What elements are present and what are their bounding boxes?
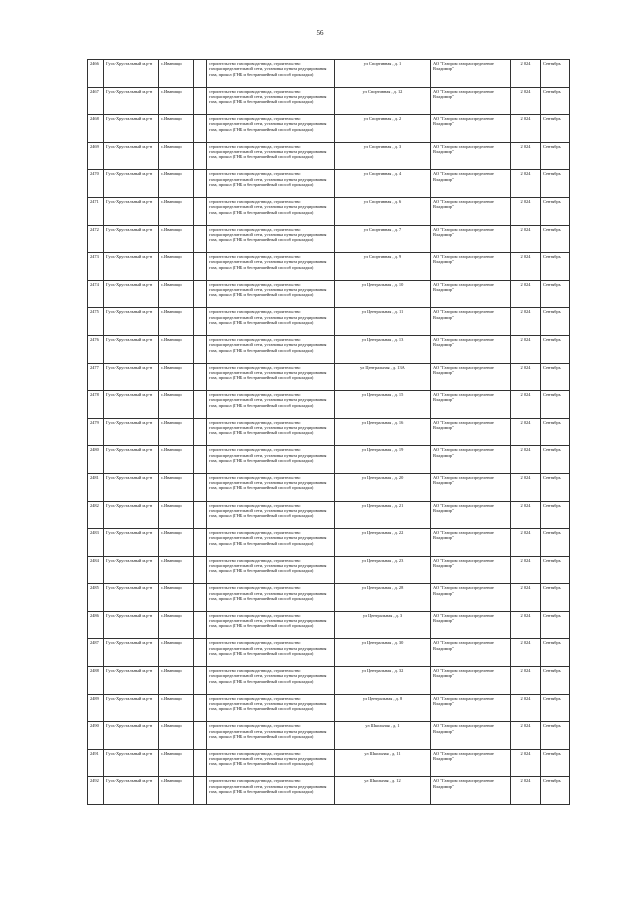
work-description-cell: строительство газопровода-ввода, строительство газораспределительной сети, установка пункта редуцирования газа, прокол (ГНБ и бестраншейный способ прокладки) (207, 501, 335, 529)
settlement-cell: с.Иванищи (159, 749, 194, 777)
month-cell: Сентябрь (541, 418, 570, 446)
row-number-cell: 2487 (88, 639, 104, 667)
organization-cell: АО "Газпром газораспределение Владимир" (431, 694, 511, 722)
organization-cell: АО "Газпром газораспределение Владимир" (431, 142, 511, 170)
row-number-cell: 2473 (88, 253, 104, 281)
gasification-schedule-table (87, 59, 570, 805)
page-number: 56 (316, 29, 324, 37)
year-cell: 2 024 (511, 87, 541, 115)
district-cell: Гусь-Хрустальный м.р-н (104, 391, 159, 419)
work-description-cell: строительство газопровода-ввода, строительство газораспределительной сети, установка пункта редуцирования газа, прокол (ГНБ и бестраншейный способ прокладки) (207, 694, 335, 722)
organization-cell: АО "Газпром газораспределение Владимир" (431, 335, 511, 363)
work-description-cell: строительство газопровода-ввода, строительство газораспределительной сети, установка пункта редуцирования газа, прокол (ГНБ и бестраншейный способ прокладки) (207, 473, 335, 501)
district-cell: Гусь-Хрустальный м.р-н (104, 308, 159, 336)
spacer-cell (194, 253, 207, 281)
month-cell: Сентябрь (541, 749, 570, 777)
address-cell: ул Школьная , д. 11 (335, 749, 431, 777)
year-cell: 2 024 (511, 667, 541, 695)
year-cell: 2 024 (511, 418, 541, 446)
spacer-cell (194, 501, 207, 529)
row-number-cell: 2482 (88, 501, 104, 529)
settlement-cell: с.Иванищи (159, 391, 194, 419)
year-cell: 2 024 (511, 225, 541, 253)
spacer-cell (194, 639, 207, 667)
row-number-cell: 2488 (88, 667, 104, 695)
table-row (88, 363, 570, 391)
settlement-cell: с.Иванищи (159, 335, 194, 363)
work-description-cell: строительство газопровода-ввода, строительство газораспределительной сети, установка пункта редуцирования газа, прокол (ГНБ и бестраншейный способ прокладки) (207, 363, 335, 391)
year-cell: 2 024 (511, 446, 541, 474)
district-cell: Гусь-Хрустальный м.р-н (104, 225, 159, 253)
settlement-cell: с.Иванищи (159, 308, 194, 336)
work-description-cell: строительство газопровода-ввода, строительство газораспределительной сети, установка пункта редуцирования газа, прокол (ГНБ и бестраншейный способ прокладки) (207, 60, 335, 88)
year-cell: 2 024 (511, 197, 541, 225)
year-cell: 2 024 (511, 501, 541, 529)
month-cell: Сентябрь (541, 556, 570, 584)
row-number-cell: 2486 (88, 611, 104, 639)
settlement-cell: с.Иванищи (159, 473, 194, 501)
spacer-cell (194, 391, 207, 419)
work-description-cell: строительство газопровода-ввода, строительство газораспределительной сети, установка пункта редуцирования газа, прокол (ГНБ и бестраншейный способ прокладки) (207, 280, 335, 308)
month-cell: Сентябрь (541, 667, 570, 695)
address-cell: ул Спортивная , д. 3 (335, 142, 431, 170)
spacer-cell (194, 694, 207, 722)
spacer-cell (194, 197, 207, 225)
address-cell: ул Центральная , д. 20 (335, 473, 431, 501)
spacer-cell (194, 335, 207, 363)
month-cell: Сентябрь (541, 170, 570, 198)
table-row (88, 446, 570, 474)
district-cell: Гусь-Хрустальный м.р-н (104, 611, 159, 639)
work-description-cell: строительство газопровода-ввода, строительство газораспределительной сети, установка пункта редуцирования газа, прокол (ГНБ и бестраншейный способ прокладки) (207, 418, 335, 446)
month-cell: Сентябрь (541, 777, 570, 805)
organization-cell: АО "Газпром газораспределение Владимир" (431, 363, 511, 391)
address-cell: ул Спортивная , д. 1 (335, 60, 431, 88)
settlement-cell: с.Иванищи (159, 142, 194, 170)
table-row (88, 529, 570, 557)
settlement-cell: с.Иванищи (159, 197, 194, 225)
work-description-cell: строительство газопровода-ввода, строительство газораспределительной сети, установка пункта редуцирования газа, прокол (ГНБ и бестраншейный способ прокладки) (207, 225, 335, 253)
organization-cell: АО "Газпром газораспределение Владимир" (431, 556, 511, 584)
settlement-cell: с.Иванищи (159, 418, 194, 446)
table-row (88, 115, 570, 143)
address-cell: ул Центральная , д. 23 (335, 556, 431, 584)
month-cell: Сентябрь (541, 639, 570, 667)
year-cell: 2 024 (511, 170, 541, 198)
district-cell: Гусь-Хрустальный м.р-н (104, 722, 159, 750)
month-cell: Сентябрь (541, 60, 570, 88)
work-description-cell: строительство газопровода-ввода, строительство газораспределительной сети, установка пункта редуцирования газа, прокол (ГНБ и бестраншейный способ прокладки) (207, 667, 335, 695)
organization-cell: АО "Газпром газораспределение Владимир" (431, 87, 511, 115)
work-description-cell: строительство газопровода-ввода, строительство газораспределительной сети, установка пункта редуцирования газа, прокол (ГНБ и бестраншейный способ прокладки) (207, 777, 335, 805)
table-row (88, 335, 570, 363)
row-number-cell: 2481 (88, 473, 104, 501)
organization-cell: АО "Газпром газораспределение Владимир" (431, 749, 511, 777)
table-row (88, 777, 570, 805)
district-cell: Гусь-Хрустальный м.р-н (104, 363, 159, 391)
table-row (88, 611, 570, 639)
settlement-cell: с.Иванищи (159, 777, 194, 805)
year-cell: 2 024 (511, 777, 541, 805)
district-cell: Гусь-Хрустальный м.р-н (104, 418, 159, 446)
table-row (88, 722, 570, 750)
table-row (88, 60, 570, 88)
spacer-cell (194, 363, 207, 391)
month-cell: Сентябрь (541, 694, 570, 722)
district-cell: Гусь-Хрустальный м.р-н (104, 280, 159, 308)
year-cell: 2 024 (511, 363, 541, 391)
organization-cell: АО "Газпром газораспределение Владимир" (431, 667, 511, 695)
row-number-cell: 2475 (88, 308, 104, 336)
district-cell: Гусь-Хрустальный м.р-н (104, 60, 159, 88)
settlement-cell: с.Иванищи (159, 253, 194, 281)
month-cell: Сентябрь (541, 363, 570, 391)
district-cell: Гусь-Хрустальный м.р-н (104, 501, 159, 529)
month-cell: Сентябрь (541, 142, 570, 170)
address-cell: ул Спортивная , д. 9 (335, 253, 431, 281)
table-body (88, 60, 570, 805)
address-cell: ул Центральная , д. 15 (335, 391, 431, 419)
year-cell: 2 024 (511, 473, 541, 501)
row-number-cell: 2485 (88, 584, 104, 612)
organization-cell: АО "Газпром газораспределение Владимир" (431, 280, 511, 308)
district-cell: Гусь-Хрустальный м.р-н (104, 446, 159, 474)
row-number-cell: 2484 (88, 556, 104, 584)
row-number-cell: 2477 (88, 363, 104, 391)
row-number-cell: 2491 (88, 749, 104, 777)
spacer-cell (194, 667, 207, 695)
table-row (88, 391, 570, 419)
work-description-cell: строительство газопровода-ввода, строительство газораспределительной сети, установка пункта редуцирования газа, прокол (ГНБ и бестраншейный способ прокладки) (207, 722, 335, 750)
address-cell: ул Центральная , д. 19 (335, 446, 431, 474)
settlement-cell: с.Иванищи (159, 60, 194, 88)
table-row (88, 473, 570, 501)
work-description-cell: строительство газопровода-ввода, строительство газораспределительной сети, установка пункта редуцирования газа, прокол (ГНБ и бестраншейный способ прокладки) (207, 308, 335, 336)
year-cell: 2 024 (511, 60, 541, 88)
address-cell: ул Центральная , д. 32 (335, 667, 431, 695)
spacer-cell (194, 60, 207, 88)
month-cell: Сентябрь (541, 197, 570, 225)
settlement-cell: с.Иванищи (159, 529, 194, 557)
settlement-cell: с.Иванищи (159, 639, 194, 667)
spacer-cell (194, 473, 207, 501)
organization-cell: АО "Газпром газораспределение Владимир" (431, 60, 511, 88)
settlement-cell: с.Иванищи (159, 667, 194, 695)
spacer-cell (194, 418, 207, 446)
row-number-cell: 2479 (88, 418, 104, 446)
month-cell: Сентябрь (541, 225, 570, 253)
month-cell: Сентябрь (541, 473, 570, 501)
settlement-cell: с.Иванищи (159, 611, 194, 639)
spacer-cell (194, 446, 207, 474)
settlement-cell: с.Иванищи (159, 170, 194, 198)
district-cell: Гусь-Хрустальный м.р-н (104, 253, 159, 281)
row-number-cell: 2470 (88, 170, 104, 198)
month-cell: Сентябрь (541, 611, 570, 639)
address-cell: ул Центральная , д. 22 (335, 529, 431, 557)
table-row (88, 694, 570, 722)
month-cell: Сентябрь (541, 446, 570, 474)
spacer-cell (194, 749, 207, 777)
address-cell: ул Спортивная , д. 12 (335, 87, 431, 115)
district-cell: Гусь-Хрустальный м.р-н (104, 584, 159, 612)
district-cell: Гусь-Хрустальный м.р-н (104, 749, 159, 777)
year-cell: 2 024 (511, 529, 541, 557)
settlement-cell: с.Иванищи (159, 225, 194, 253)
table-row (88, 501, 570, 529)
settlement-cell: с.Иванищи (159, 280, 194, 308)
year-cell: 2 024 (511, 115, 541, 143)
spacer-cell (194, 722, 207, 750)
table-row (88, 142, 570, 170)
row-number-cell: 2468 (88, 115, 104, 143)
spacer-cell (194, 115, 207, 143)
work-description-cell: строительство газопровода-ввода, строительство газораспределительной сети, установка пункта редуцирования газа, прокол (ГНБ и бестраншейный способ прокладки) (207, 529, 335, 557)
address-cell: ул Центральная , д. 30 (335, 639, 431, 667)
district-cell: Гусь-Хрустальный м.р-н (104, 777, 159, 805)
row-number-cell: 2478 (88, 391, 104, 419)
spacer-cell (194, 225, 207, 253)
organization-cell: АО "Газпром газораспределение Владимир" (431, 170, 511, 198)
settlement-cell: с.Иванищи (159, 584, 194, 612)
organization-cell: АО "Газпром газораспределение Владимир" (431, 529, 511, 557)
address-cell: ул Центральная , д. 13А (335, 363, 431, 391)
month-cell: Сентябрь (541, 115, 570, 143)
address-cell: ул Спортивная , д. 2 (335, 115, 431, 143)
row-number-cell: 2489 (88, 694, 104, 722)
work-description-cell: строительство газопровода-ввода, строительство газораспределительной сети, установка пункта редуцирования газа, прокол (ГНБ и бестраншейный способ прокладки) (207, 556, 335, 584)
year-cell: 2 024 (511, 556, 541, 584)
work-description-cell: строительство газопровода-ввода, строительство газораспределительной сети, установка пункта редуцирования газа, прокол (ГНБ и бестраншейный способ прокладки) (207, 446, 335, 474)
table-row (88, 197, 570, 225)
settlement-cell: с.Иванищи (159, 722, 194, 750)
year-cell: 2 024 (511, 584, 541, 612)
spacer-cell (194, 556, 207, 584)
table-row (88, 308, 570, 336)
spacer-cell (194, 584, 207, 612)
district-cell: Гусь-Хрустальный м.р-н (104, 694, 159, 722)
year-cell: 2 024 (511, 611, 541, 639)
district-cell: Гусь-Хрустальный м.р-н (104, 556, 159, 584)
year-cell: 2 024 (511, 253, 541, 281)
address-cell: ул Центральная , д. 28 (335, 584, 431, 612)
organization-cell: АО "Газпром газораспределение Владимир" (431, 584, 511, 612)
address-cell: ул Центральная , д. 3 (335, 611, 431, 639)
address-cell: ул Спортивная , д. 7 (335, 225, 431, 253)
table-row (88, 170, 570, 198)
organization-cell: АО "Газпром газораспределение Владимир" (431, 777, 511, 805)
work-description-cell: строительство газопровода-ввода, строительство газораспределительной сети, установка пункта редуцирования газа, прокол (ГНБ и бестраншейный способ прокладки) (207, 639, 335, 667)
address-cell: ул Центральная , д. 16 (335, 418, 431, 446)
row-number-cell: 2490 (88, 722, 104, 750)
row-number-cell: 2483 (88, 529, 104, 557)
table-row (88, 253, 570, 281)
organization-cell: АО "Газпром газораспределение Владимир" (431, 391, 511, 419)
work-description-cell: строительство газопровода-ввода, строительство газораспределительной сети, установка пункта редуцирования газа, прокол (ГНБ и бестраншейный способ прокладки) (207, 197, 335, 225)
table-row (88, 749, 570, 777)
work-description-cell: строительство газопровода-ввода, строительство газораспределительной сети, установка пункта редуцирования газа, прокол (ГНБ и бестраншейный способ прокладки) (207, 391, 335, 419)
organization-cell: АО "Газпром газораспределение Владимир" (431, 473, 511, 501)
settlement-cell: с.Иванищи (159, 115, 194, 143)
table-row (88, 87, 570, 115)
table-row (88, 280, 570, 308)
organization-cell: АО "Газпром газораспределение Владимир" (431, 446, 511, 474)
spacer-cell (194, 142, 207, 170)
work-description-cell: строительство газопровода-ввода, строительство газораспределительной сети, установка пункта редуцирования газа, прокол (ГНБ и бестраншейный способ прокладки) (207, 87, 335, 115)
work-description-cell: строительство газопровода-ввода, строительство газораспределительной сети, установка пункта редуцирования газа, прокол (ГНБ и бестраншейный способ прокладки) (207, 142, 335, 170)
row-number-cell: 2467 (88, 87, 104, 115)
month-cell: Сентябрь (541, 308, 570, 336)
row-number-cell: 2469 (88, 142, 104, 170)
month-cell: Сентябрь (541, 87, 570, 115)
work-description-cell: строительство газопровода-ввода, строительство газораспределительной сети, установка пункта редуцирования газа, прокол (ГНБ и бестраншейный способ прокладки) (207, 115, 335, 143)
spacer-cell (194, 777, 207, 805)
row-number-cell: 2474 (88, 280, 104, 308)
district-cell: Гусь-Хрустальный м.р-н (104, 529, 159, 557)
organization-cell: АО "Газпром газораспределение Владимир" (431, 253, 511, 281)
work-description-cell: строительство газопровода-ввода, строительство газораспределительной сети, установка пункта редуцирования газа, прокол (ГНБ и бестраншейный способ прокладки) (207, 170, 335, 198)
spacer-cell (194, 87, 207, 115)
year-cell: 2 024 (511, 335, 541, 363)
district-cell: Гусь-Хрустальный м.р-н (104, 197, 159, 225)
table-row (88, 667, 570, 695)
year-cell: 2 024 (511, 391, 541, 419)
work-description-cell: строительство газопровода-ввода, строительство газораспределительной сети, установка пункта редуцирования газа, прокол (ГНБ и бестраншейный способ прокладки) (207, 584, 335, 612)
organization-cell: АО "Газпром газораспределение Владимир" (431, 611, 511, 639)
table-row (88, 418, 570, 446)
organization-cell: АО "Газпром газораспределение Владимир" (431, 639, 511, 667)
spacer-cell (194, 280, 207, 308)
spacer-cell (194, 308, 207, 336)
month-cell: Сентябрь (541, 722, 570, 750)
row-number-cell: 2471 (88, 197, 104, 225)
work-description-cell: строительство газопровода-ввода, строительство газораспределительной сети, установка пункта редуцирования газа, прокол (ГНБ и бестраншейный способ прокладки) (207, 335, 335, 363)
settlement-cell: с.Иванищи (159, 363, 194, 391)
organization-cell: АО "Газпром газораспределение Владимир" (431, 197, 511, 225)
settlement-cell: с.Иванищи (159, 87, 194, 115)
work-description-cell: строительство газопровода-ввода, строительство газораспределительной сети, установка пункта редуцирования газа, прокол (ГНБ и бестраншейный способ прокладки) (207, 253, 335, 281)
year-cell: 2 024 (511, 142, 541, 170)
work-description-cell: строительство газопровода-ввода, строительство газораспределительной сети, установка пункта редуцирования газа, прокол (ГНБ и бестраншейный способ прокладки) (207, 749, 335, 777)
table-row (88, 556, 570, 584)
organization-cell: АО "Газпром газораспределение Владимир" (431, 308, 511, 336)
organization-cell: АО "Газпром газораспределение Владимир" (431, 722, 511, 750)
row-number-cell: 2476 (88, 335, 104, 363)
row-number-cell: 2492 (88, 777, 104, 805)
row-number-cell: 2466 (88, 60, 104, 88)
address-cell: ул Школьная , д. 12 (335, 777, 431, 805)
year-cell: 2 024 (511, 639, 541, 667)
work-description-cell: строительство газопровода-ввода, строительство газораспределительной сети, установка пункта редуцирования газа, прокол (ГНБ и бестраншейный способ прокладки) (207, 611, 335, 639)
settlement-cell: с.Иванищи (159, 501, 194, 529)
organization-cell: АО "Газпром газораспределение Владимир" (431, 418, 511, 446)
address-cell: ул Спортивная , д. 6 (335, 197, 431, 225)
address-cell: ул Спортивная , д. 4 (335, 170, 431, 198)
organization-cell: АО "Газпром газораспределение Владимир" (431, 501, 511, 529)
settlement-cell: с.Иванищи (159, 446, 194, 474)
district-cell: Гусь-Хрустальный м.р-н (104, 115, 159, 143)
table-row (88, 584, 570, 612)
address-cell: ул Школьная , д. 1 (335, 722, 431, 750)
address-cell: ул Центральная , д. 13 (335, 335, 431, 363)
spacer-cell (194, 170, 207, 198)
year-cell: 2 024 (511, 280, 541, 308)
district-cell: Гусь-Хрустальный м.р-н (104, 639, 159, 667)
year-cell: 2 024 (511, 694, 541, 722)
year-cell: 2 024 (511, 722, 541, 750)
month-cell: Сентябрь (541, 501, 570, 529)
month-cell: Сентябрь (541, 253, 570, 281)
district-cell: Гусь-Хрустальный м.р-н (104, 170, 159, 198)
spacer-cell (194, 529, 207, 557)
settlement-cell: с.Иванищи (159, 694, 194, 722)
spacer-cell (194, 611, 207, 639)
row-number-cell: 2480 (88, 446, 104, 474)
address-cell: ул Центральная , д. 11 (335, 308, 431, 336)
table-row (88, 639, 570, 667)
year-cell: 2 024 (511, 749, 541, 777)
district-cell: Гусь-Хрустальный м.р-н (104, 87, 159, 115)
district-cell: Гусь-Хрустальный м.р-н (104, 142, 159, 170)
organization-cell: АО "Газпром газораспределение Владимир" (431, 115, 511, 143)
row-number-cell: 2472 (88, 225, 104, 253)
month-cell: Сентябрь (541, 391, 570, 419)
month-cell: Сентябрь (541, 280, 570, 308)
district-cell: Гусь-Хрустальный м.р-н (104, 335, 159, 363)
address-cell: ул Центральная , д. 10 (335, 280, 431, 308)
settlement-cell: с.Иванищи (159, 556, 194, 584)
month-cell: Сентябрь (541, 584, 570, 612)
year-cell: 2 024 (511, 308, 541, 336)
address-cell: ул Центральная , д. 8 (335, 694, 431, 722)
address-cell: ул Центральная , д. 21 (335, 501, 431, 529)
month-cell: Сентябрь (541, 335, 570, 363)
district-cell: Гусь-Хрустальный м.р-н (104, 473, 159, 501)
month-cell: Сентябрь (541, 529, 570, 557)
table-row (88, 225, 570, 253)
district-cell: Гусь-Хрустальный м.р-н (104, 667, 159, 695)
organization-cell: АО "Газпром газораспределение Владимир" (431, 225, 511, 253)
